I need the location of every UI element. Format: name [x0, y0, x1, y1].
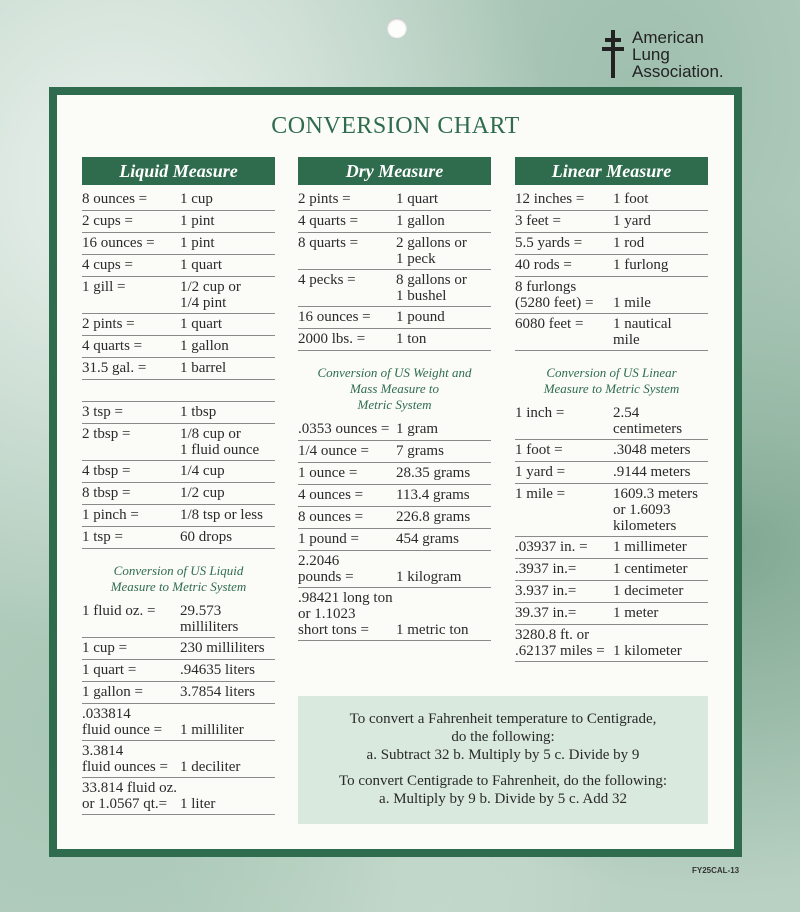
fahrenheit-to-centigrade: To convert a Fahrenheit temperature to Centigrade, do the following: a. Subtract 32 b. Multiply by 5 c. Divide by 9	[349, 711, 657, 763]
unit-to: 1 yard	[613, 213, 651, 229]
unit-from: 2.2046 pounds =	[298, 553, 354, 585]
unit-to: 2.54 centimeters	[613, 405, 683, 437]
unit-from: 1 pinch =	[82, 507, 139, 523]
unit-to: 1 pint	[180, 213, 215, 229]
unit-to: 1 quart	[180, 316, 223, 332]
unit-to: 2 gallons or 1 peck	[396, 235, 467, 267]
unit-to: 1 gallon	[396, 213, 445, 229]
unit-from: 33.814 fluid oz. or 1.0567 qt.=	[82, 780, 177, 812]
unit-to: 1 gallon	[180, 338, 229, 354]
logo-text	[632, 29, 724, 80]
table-row	[515, 440, 708, 462]
dry-table	[298, 189, 491, 351]
unit-from: 2 tbsp =	[82, 426, 131, 442]
table-row	[298, 233, 491, 270]
unit-to: 29.573 milliliters	[180, 603, 239, 635]
unit-to: 1 kilometer	[613, 643, 682, 659]
table-row	[82, 741, 275, 778]
table-row	[515, 233, 708, 255]
unit-to: 1 tbsp	[180, 404, 217, 420]
table-row	[82, 461, 275, 483]
logo-line-3: Association.	[632, 61, 724, 81]
unit-to: 454 grams	[396, 531, 459, 547]
unit-from: 8 furlongs (5280 feet) =	[515, 279, 594, 311]
unit-to: 1 meter	[613, 605, 659, 621]
unit-from: 1 mile =	[515, 486, 566, 502]
table-row	[82, 505, 275, 527]
table-row	[82, 638, 275, 660]
unit-to: .3048 meters	[613, 442, 691, 458]
table-row	[298, 270, 491, 307]
logo-line-1: American	[632, 27, 704, 47]
unit-from: 3.937 in.=	[515, 583, 577, 599]
unit-from: .03937 in. =	[515, 539, 588, 555]
table-row	[82, 314, 275, 336]
unit-to: 1 liter	[180, 796, 216, 812]
unit-from: 5.5 yards =	[515, 235, 583, 251]
unit-from: 8 tbsp =	[82, 485, 131, 501]
table-row	[298, 529, 491, 551]
unit-from: 4 cups =	[82, 257, 133, 273]
unit-from: 2 pints =	[298, 191, 351, 207]
unit-to: 1 millimeter	[613, 539, 687, 555]
unit-to: 1 pint	[180, 235, 215, 251]
unit-from: 4 tbsp =	[82, 463, 131, 479]
unit-to: 1/8 cup or 1 fluid ounce	[180, 426, 260, 458]
unit-from: 12 inches =	[515, 191, 585, 207]
table-row	[298, 329, 491, 351]
unit-to: 1 cup	[180, 191, 213, 207]
unit-from: 8 quarts =	[298, 235, 359, 251]
unit-to: 1 milliliter	[180, 722, 244, 738]
table-row	[82, 424, 275, 461]
unit-from: 1 yard =	[515, 464, 566, 480]
unit-to: 3.7854 liters	[180, 684, 255, 700]
unit-to: 1 barrel	[180, 360, 227, 376]
liquid-spoon-table	[82, 402, 275, 549]
dry-measure-column	[298, 157, 491, 641]
unit-from: 1/4 ounce =	[298, 443, 369, 459]
unit-to: 1 furlong	[613, 257, 669, 273]
table-row	[82, 336, 275, 358]
table-row	[515, 462, 708, 484]
unit-from: .3937 in.=	[515, 561, 577, 577]
table-row	[298, 588, 491, 641]
liquid-measure-heading: Liquid Measure	[82, 157, 275, 185]
unit-from: 1 cup =	[82, 640, 128, 656]
unit-from: 2 pints =	[82, 316, 135, 332]
unit-to: 8 gallons or 1 bushel	[396, 272, 467, 304]
table-row	[515, 255, 708, 277]
unit-from: 1 fluid oz. =	[82, 603, 156, 619]
unit-from: 6080 feet =	[515, 316, 584, 332]
unit-from: 1 quart =	[82, 662, 137, 678]
unit-from: .033814 fluid ounce =	[82, 706, 163, 738]
weight-metric-table	[298, 419, 491, 641]
table-row	[515, 403, 708, 440]
table-row	[82, 704, 275, 741]
liquid-measure-column	[82, 157, 275, 815]
table-row	[82, 277, 275, 314]
double-cross-icon	[600, 28, 626, 80]
unit-from: 40 rods =	[515, 257, 572, 273]
unit-to: 1 quart	[396, 191, 439, 207]
centigrade-to-fahrenheit: To convert Centigrade to Fahrenheit, do the following: a. Multiply by 9 b. Divide by 5 c. Add 32	[338, 773, 668, 807]
table-row	[82, 778, 275, 815]
logo-line-2: Lung	[632, 44, 670, 64]
linear-metric-table	[515, 403, 708, 662]
table-row	[298, 189, 491, 211]
table-row	[298, 485, 491, 507]
unit-to: 1 deciliter	[180, 759, 241, 775]
table-row	[82, 233, 275, 255]
unit-from: 1 tsp =	[82, 529, 123, 545]
unit-from: 4 ounces =	[298, 487, 364, 503]
page-title: CONVERSION CHART	[271, 113, 520, 139]
unit-to: 226.8 grams	[396, 509, 471, 525]
unit-to: 230 milliliters	[180, 640, 265, 656]
table-row	[82, 358, 275, 380]
table-row	[82, 402, 275, 424]
table-row	[515, 484, 708, 537]
unit-to: 60 drops	[180, 529, 233, 545]
unit-from: 3.3814 fluid ounces =	[82, 743, 168, 775]
unit-from: 2 cups =	[82, 213, 133, 229]
unit-to: 1 foot	[613, 191, 649, 207]
unit-from: 1 gallon =	[82, 684, 143, 700]
table-row	[515, 581, 708, 603]
unit-to: 1 pound	[396, 309, 445, 325]
unit-to: 1 nautical mile	[613, 316, 672, 348]
unit-to: 1 mile	[613, 295, 651, 311]
table-row	[298, 441, 491, 463]
table-row	[515, 537, 708, 559]
table-row	[82, 660, 275, 682]
table-row	[515, 211, 708, 233]
unit-to: 1 rod	[613, 235, 645, 251]
unit-to: 7 grams	[396, 443, 444, 459]
unit-to: 1 decimeter	[613, 583, 684, 599]
unit-from: 31.5 gal. =	[82, 360, 147, 376]
table-row	[298, 551, 491, 588]
temperature-box	[298, 696, 708, 824]
unit-from: 1 foot =	[515, 442, 563, 458]
table-row	[82, 682, 275, 704]
unit-from: 3 feet =	[515, 213, 561, 229]
table-row	[515, 559, 708, 581]
unit-to: 1 quart	[180, 257, 223, 273]
unit-from: .98421 long ton or 1.1023 short tons =	[298, 590, 393, 638]
table-row	[82, 211, 275, 233]
unit-from: 1 ounce =	[298, 465, 358, 481]
unit-to: 1 gram	[396, 421, 439, 437]
unit-to: 1 metric ton	[396, 622, 469, 638]
unit-to: 28.35 grams	[396, 465, 471, 481]
ala-logo	[600, 28, 724, 80]
unit-to: 1/2 cup or 1/4 pint	[180, 279, 241, 311]
unit-to: .9144 meters	[613, 464, 691, 480]
print-code: FY25CAL-13	[692, 866, 740, 875]
unit-from: 4 pecks =	[298, 272, 356, 288]
unit-to: 1609.3 meters or 1.6093 kilometers	[613, 486, 698, 534]
table-row	[515, 189, 708, 211]
linear-measure-heading: Linear Measure	[515, 157, 708, 185]
table-row	[298, 463, 491, 485]
linear-measure-column	[515, 157, 708, 662]
liquid-metric-table	[82, 601, 275, 815]
table-row	[515, 603, 708, 625]
liquid-metric-heading: Conversion of US Liquid Measure to Metric System	[110, 563, 247, 594]
unit-from: 3280.8 ft. or .62137 miles =	[515, 627, 605, 659]
unit-to: 1 centimeter	[613, 561, 688, 577]
unit-from: 4 quarts =	[82, 338, 143, 354]
unit-to: .94635 liters	[180, 662, 255, 678]
unit-from: 2000 lbs. =	[298, 331, 366, 347]
linear-table	[515, 189, 708, 351]
unit-from: 1 inch =	[515, 405, 565, 421]
table-row	[82, 189, 275, 211]
table-row	[298, 507, 491, 529]
weight-metric-heading: Conversion of US Weight and Mass Measure to Metric System	[317, 365, 472, 412]
unit-to: 1 kilogram	[396, 569, 462, 585]
unit-to: 1/2 cup	[180, 485, 225, 501]
table-row	[82, 483, 275, 505]
unit-from: 1 pound =	[298, 531, 359, 547]
unit-from: .0353 ounces =	[298, 421, 390, 437]
table-row	[298, 211, 491, 233]
unit-from: 1 gill =	[82, 279, 126, 295]
conversion-card	[49, 87, 742, 857]
table-row	[298, 307, 491, 329]
table-row	[515, 625, 708, 662]
unit-to: 1/8 tsp or less	[180, 507, 263, 523]
hang-hole	[387, 18, 407, 38]
spacer-row	[82, 380, 275, 402]
liquid-table	[82, 189, 275, 380]
unit-from: 8 ounces =	[82, 191, 148, 207]
unit-to: 113.4 grams	[396, 487, 470, 503]
unit-from: 4 quarts =	[298, 213, 359, 229]
dry-measure-heading: Dry Measure	[298, 157, 491, 185]
unit-from: 16 ounces =	[82, 235, 155, 251]
table-row	[515, 277, 708, 314]
unit-from: 3 tsp =	[82, 404, 123, 420]
unit-to: 1/4 cup	[180, 463, 225, 479]
unit-from: 8 ounces =	[298, 509, 364, 525]
unit-to: 1 ton	[396, 331, 427, 347]
linear-metric-heading: Conversion of US Linear Measure to Metric System	[543, 365, 680, 396]
table-row	[298, 419, 491, 441]
table-row	[82, 601, 275, 638]
table-row	[82, 255, 275, 277]
unit-from: 39.37 in.=	[515, 605, 577, 621]
table-row	[515, 314, 708, 351]
unit-from: 16 ounces =	[298, 309, 371, 325]
table-row	[82, 527, 275, 549]
